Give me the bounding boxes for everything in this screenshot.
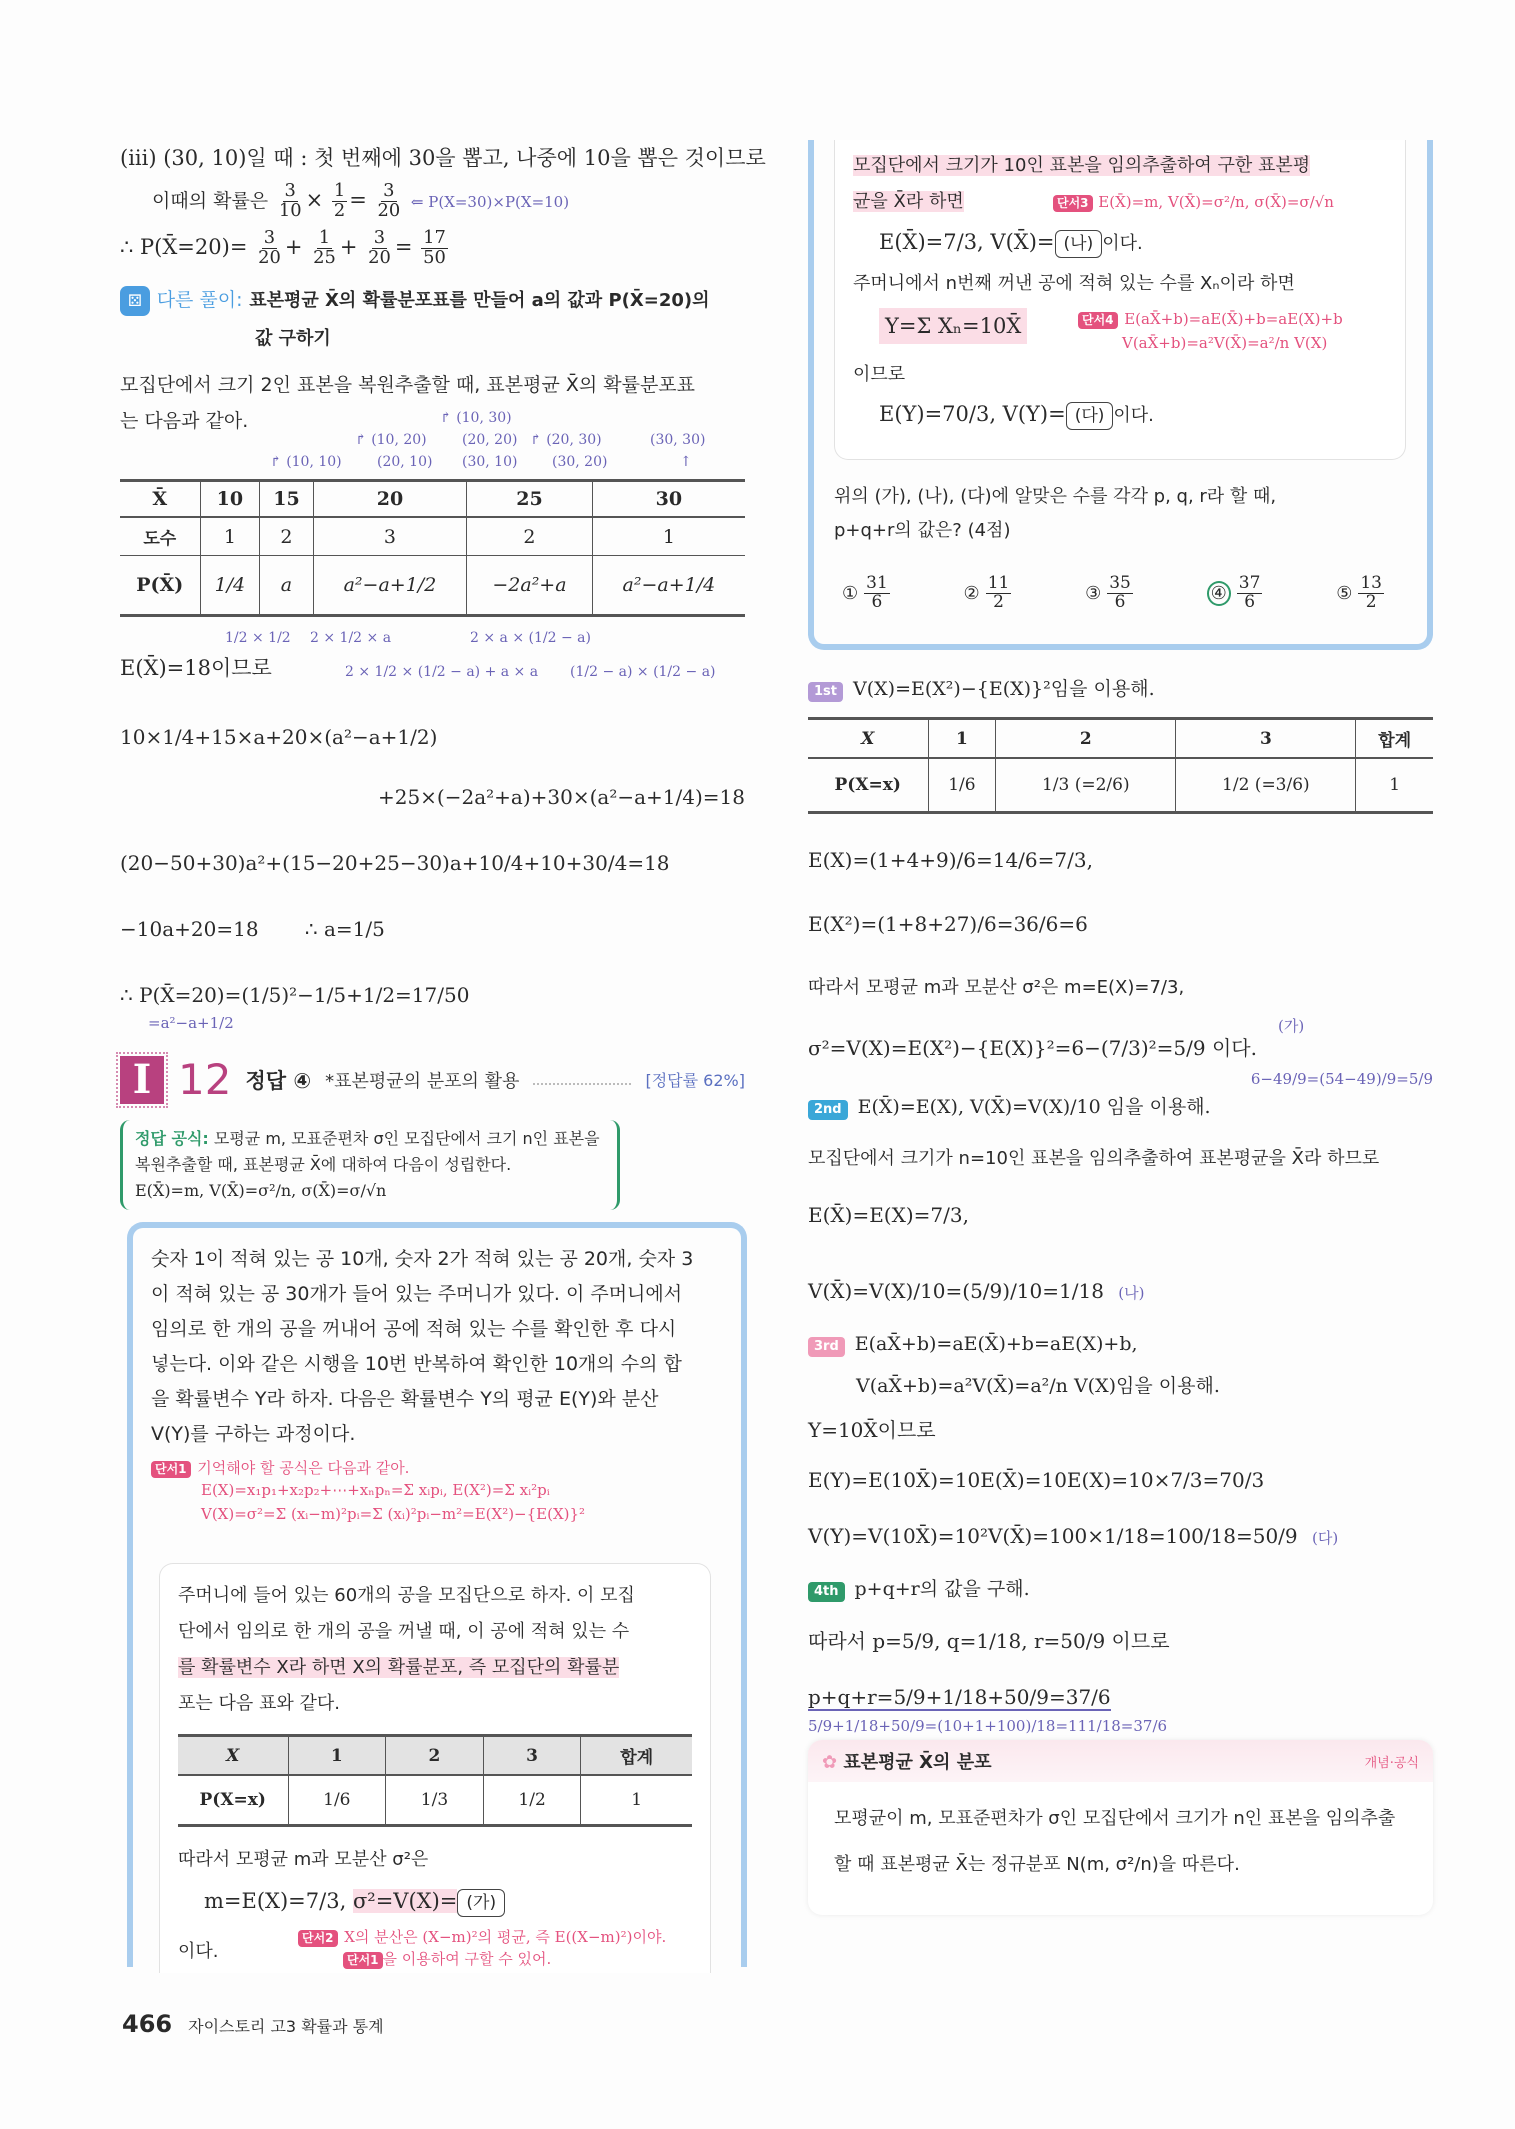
ga-label: (가) [1278,1016,1305,1035]
header-cell: 합계 [581,1736,692,1776]
xbar-mean-eq: E(X̄)=E(X)=7/3, [808,1202,969,1227]
blank-ga: (가) [457,1889,505,1917]
row-label: P(X̄) [120,556,200,616]
header-cell: 2 [386,1736,484,1776]
ida-row [178,1925,692,1971]
pair-annotation: ↱ (20, 30) (30, 20) [530,432,608,471]
note: 2 × 1/2 × (1/2 − a) + a × a [345,664,539,681]
solution-column [808,670,1433,1737]
formula-line-2: 복원추출할 때, 표본평균 X̄에 대하여 다음이 성립한다. [135,1155,512,1175]
frac: $\frac{3}{20}$ [258,227,281,268]
note: 1/2 × 1/2 [225,630,291,647]
cell: 2 [467,517,593,556]
hint-2 [298,1925,666,1969]
y-mean-var: E(Y)=70/3, V(Y)= [879,402,1066,426]
frac: $\frac{1}{2}$ [333,180,346,221]
cell: 1 [1356,758,1433,812]
step-2 [808,1088,1433,1125]
inner-line: 단에서 임의로 한 개의 공을 꺼낼 때, 이 공에 적혀 있는 수 [178,1621,630,1642]
side-calc: 6−49/9=(54−49)/9=5/9 [1250,1069,1433,1088]
alt-title: 표본평균 X̄의 확률분포표를 만들어 a의 값과 P(X̄=20)의 [249,290,710,312]
cell: 1/2 [483,1775,581,1825]
blank-na: (나) [1055,230,1103,258]
question-line: p+q+r의 값은? (4점) [834,520,1011,541]
row-label: P(X=x) [808,758,928,812]
sum-line [808,1679,1433,1715]
problem-line: 이 적혀 있는 공 30개가 들어 있는 주머니가 있다. 이 주머니에서 [151,1283,683,1305]
hint-tag: 단서1 [343,1952,383,1969]
sigma-equation: σ²=V(X)=E(X²)−{E(X)}²=6−(7/3)²=5/9 이다. [808,1035,1257,1060]
dice-icon: ⚄ [120,286,150,316]
section-letter-badge: I [120,1056,164,1104]
step-3-tag: 3rd [808,1337,845,1357]
table-row [178,1775,692,1825]
pqr-values: 따라서 p=5/9, q=1/18, r=50/9 이므로 [808,1628,1170,1653]
frac: $\frac{3}{10}$ [278,180,302,221]
problem-line: 임의로 한 개의 공을 꺼내어 공에 적혀 있는 수를 확인한 후 다시 [151,1318,677,1340]
frac: $\frac{3}{20}$ [368,227,391,268]
hint-tag: 단서4 [1078,312,1118,329]
step-1-tag: 1st [808,682,843,702]
cont-line: 균을 X̄라 하면 [853,191,964,212]
answer-label: 정답 ④ [245,1068,312,1093]
header-cell: 1 [928,719,996,759]
header-cell: 3 [1176,719,1356,759]
choice-2[interactable]: ② $\frac{11}{2}$ [963,573,1010,612]
inner-line: 주머니에 들어 있는 60개의 공을 모집단으로 하자. 이 모집 [178,1585,635,1606]
case-label: (iii) [120,146,157,170]
formula-title: 정답 공식: [135,1129,209,1149]
hint-text: E(aX̄+b)=aE(X̄)+b=aE(X)+b [1124,310,1343,328]
xbar-eq-line [853,224,1387,262]
table-row [808,758,1433,812]
step-1-text: V(X)=E(X²)−{E(X)}²임을 이용해. [853,678,1155,700]
row-label: P(X=x) [178,1775,288,1825]
step-4-tag: 4th [808,1582,845,1602]
pair-annotation: ↱ (10, 10) [270,454,342,471]
da-label: (다) [1312,1528,1339,1547]
step-3-text: E(aX̄+b)=aE(X̄)+b=aE(X)+b, [854,1332,1138,1355]
hint-tag: 단서1 [151,1461,191,1478]
ex2-equation: E(X²)=(1+8+27)/6=36/6=6 [808,911,1088,936]
inner-line: 포는 다음 표와 같다. [178,1693,340,1714]
blank-da: (다) [1066,402,1114,430]
suffix: 이다. [1102,233,1143,254]
cell: 1/6 [928,758,996,812]
header-cell: 25 [467,481,593,518]
sigma-line [808,1016,1433,1066]
concept-tag: 개념·공식 [1364,1755,1419,1771]
step-4-text: p+q+r의 값을 구해. [854,1577,1030,1600]
hint-text: V(aX̄+b)=a²V(X̄)=a²/n V(X) [1122,334,1328,352]
concept-line: 할 때 표본평균 X̄는 정규분포 N(m, σ²/n)을 따른다. [834,1854,1240,1875]
cell: 2 [260,517,314,556]
therefore-line: 따라서 모평균 m과 모분산 σ²은 m=E(X)=7/3, [808,976,1185,998]
prob-note: ⇐ P(X=30)×P(X=10) [410,193,570,211]
ey-equation: E(Y)=E(10X̄)=10E(X̄)=10E(X)=10×7/3=70/3 [808,1467,1265,1492]
x-distribution-table [178,1734,692,1827]
dotted-leader [533,1083,631,1085]
concept-line: 모평균이 m, 모표준편차가 σ인 모집단에서 크기가 n인 표본을 임의추출 [834,1808,1396,1829]
ida-text: 이다. [178,1940,219,1962]
header-cell: 20 [313,481,466,518]
sigma-equation: σ²=V(X)= [352,1888,458,1913]
problem-line: 숫자 1이 적혀 있는 공 10개, 숫자 2가 적혀 있는 공 20개, 숫자 3 [151,1248,694,1270]
header-cell: X [178,1736,288,1776]
prob-prefix: 이때의 확률은 [152,190,269,212]
frac: $\frac{17}{50}$ [423,227,446,268]
alt-label: 다른 풀이: [156,289,243,312]
header-cell: 1 [288,1736,386,1776]
equation-5-note: =a²−a+1/2 [148,1014,234,1033]
cell: a²−a+1/4 [592,556,745,616]
below-table-notes [120,621,745,701]
choice-5[interactable]: ⑤ $\frac{13}{2}$ [1336,573,1382,612]
concept-header [808,1740,1433,1782]
hint-tag: 단서3 [1053,195,1093,212]
header-cell: X [808,719,928,759]
cell: 3 [313,517,466,556]
question [834,480,1276,548]
cell: 1 [200,517,260,556]
pair-annotations [120,407,745,471]
cont-line: 모집단에서 크기가 10인 표본을 임의추출하여 구한 표본평 [853,155,1311,176]
page-number: 466 [122,2010,173,2038]
pair-annotation: ↱ (10, 30) (20, 20) (30, 10) [440,410,518,471]
vy-equation: V(Y)=V(10X̄)=10²V(X̄)=100×1/18=100/18=50/9 [808,1523,1298,1548]
problem-statement [151,1242,723,1452]
formula-line-1: 모평균 m, 모표준편차 σ인 모집단에서 크기 n인 표본을 [213,1129,600,1149]
intro-line-1: 모집단에서 크기 2인 표본을 복원추출할 때, 표본평균 X̄의 확률분포표 [120,374,696,397]
frac: $\frac{1}{25}$ [313,227,336,268]
hint-formula: E(X)=x₁p₁+x₂p₂+⋯+xₙpₙ=Σ xᵢpᵢ, E(X²)=Σ xᵢ²pᵢ [201,1481,550,1499]
hint-tag: 단서2 [298,1930,338,1947]
table-row [120,556,745,616]
xbar-var-eq: V(X̄)=V(X)/10=(5/9)/10=1/18 [808,1278,1104,1303]
mean-line: E(X̄)=18이므로 [120,656,272,681]
question-line: 위의 (가), (나), (다)에 알맞은 수를 각각 p, q, r라 할 때, [834,486,1277,507]
cont-text [853,148,1387,220]
left-column [120,140,766,1210]
header-cell: 15 [260,481,314,518]
equation-2: +25×(−2a²+a)+30×(a²−a+1/4)=18 [377,785,745,810]
step-1 [808,670,1433,707]
problem-line: V(Y)를 구하는 과정이다. [151,1423,356,1445]
formula-line-3: E(X̄)=m, V(X̄)=σ²/n, σ(X̄)=σ/√n [135,1181,387,1201]
equation-1: 10×1/4+15×a+20×(a²−a+1/2) [120,725,438,750]
concept-title: ✿ 표본평균 X̄의 분포 [822,1752,992,1773]
cell: 1 [581,1775,692,1825]
problem-number: 12 [178,1055,232,1105]
table-header-row [808,719,1433,759]
sum-equation: p+q+r=5/9+1/18+50/9=37/6 [808,1684,1111,1709]
alt-title-2: 값 구하기 [255,328,331,350]
concept-box [808,1740,1433,1915]
header-cell: 합계 [1356,719,1433,759]
m-sigma-line [178,1883,692,1919]
note: 2 × a × (1/2 − a) [470,630,591,647]
step-3 [808,1325,1433,1362]
na-label: (나) [1118,1283,1145,1302]
equation-5: ∴ P(X̄=20)=(1/5)²−1/5+1/2=17/50 [120,983,470,1008]
x-distribution-table-solution [808,717,1433,814]
table-row [120,517,745,556]
conclusion-prefix: ∴ P(X̄=20)= [120,234,248,259]
book-title: 자이스토리 고3 확률과 통계 [188,2017,384,2036]
problem-line: 넣는다. 이와 같은 시행을 10번 반복하여 확인한 10개의 수의 합 [151,1353,682,1375]
choice-3[interactable]: ③ $\frac{35}{6}$ [1085,573,1131,612]
choice-1[interactable]: ① $\frac{31}{6}$ [842,573,888,612]
case-iii-prob: 이때의 확률은 $\frac{3}{10}$ × $\frac{1}{2}$ = $\frac{3}{20}$ ⇐ P(X=30)×P(X=10) [152,180,570,221]
suffix: 이다. [1113,405,1154,426]
hint-1 [151,1454,723,1526]
formula-box [120,1120,620,1210]
case-iii-line [120,140,766,176]
section-header [120,1055,745,1104]
problem-line: 을 확률변수 Y라 하자. 다음은 확률변수 Y의 평균 E(Y)와 분산 [151,1388,659,1410]
header-cell: 3 [483,1736,581,1776]
cell: −2a²+a [467,556,593,616]
y-eq-row [853,302,1387,358]
conclusion-1: ∴ P(X̄=20)= $\frac{3}{20}$ + $\frac{1}{25}$ + $\frac{3}{20}$ = $\frac{17}{50}$ [120,227,446,268]
y-eq-line [853,396,1387,434]
eq4-left: −10a+20=18 [120,917,259,942]
inner-problem-box [159,1563,711,1973]
topic-label: *표본평균의 분포의 활용 [325,1070,520,1092]
table-header-row [120,481,745,518]
cont-line: 주머니에서 n번째 꺼낸 공에 적혀 있는 수를 Xₙ이라 하면 [853,273,1295,294]
step-2-tag: 2nd [808,1100,848,1120]
flower-icon: ✿ [822,1752,844,1773]
inner-text [178,1578,692,1722]
pair-annotation: ↱ (10, 20) (20, 10) [355,432,433,471]
xbar-distribution-table [120,479,745,617]
eq4-right: ∴ a=1/5 [304,917,385,942]
step-2-line: 모집단에서 크기가 n=10인 표본을 임의추출하여 표본평균을 X̄라 하므로 [808,1147,1380,1169]
cell: 1 [592,517,745,556]
answer-choices [834,575,1394,612]
cell: 1/6 [288,1775,386,1825]
cell: 1/3 (=2/6) [996,758,1176,812]
sum-note: 5/9+1/18+50/9=(10+1+100)/18=111/18=37/6 [808,1716,1168,1735]
hint-text: 을 이용하여 구할 수 있어. [382,1949,552,1968]
header-cell: X̄ [120,481,200,518]
table-header-row [178,1736,692,1776]
hint-4 [1078,306,1343,354]
inner-problem-box-continued [834,140,1406,460]
choice-4-selected[interactable]: ④ $\frac{37}{6}$ [1207,575,1265,612]
correct-rate: [정답률 62%] [645,1071,745,1091]
page-footer [122,2010,384,2038]
concept-body [808,1782,1433,1902]
step-4 [808,1570,1433,1607]
step-2-text: E(X̄)=E(X), V(X̄)=V(X)/10 임을 이용해. [857,1095,1211,1118]
case-text: (30, 10)일 때 : 첫 번째에 30을 뽑고, 나중에 10을 뽑은 것이므로 [163,146,766,170]
hint-text: E(X̄)=m, V(X̄)=σ²/n, σ(X̄)=σ/√n [1098,193,1334,211]
cell: a [260,556,314,616]
frac: $\frac{3}{20}$ [377,180,401,221]
row-label: 도수 [120,517,200,556]
cell: 1/3 [386,1775,484,1825]
hint-formula: V(X)=σ²=Σ (xᵢ−m)²pᵢ=Σ (xᵢ)²pᵢ−m²=E(X²)−{E(X)}² [201,1505,586,1523]
cell: 1/2 (=3/6) [1176,758,1356,812]
vy-line [808,1518,1433,1556]
m-equation: m=E(X)=7/3, [204,1888,347,1913]
inner-line: 를 확률변수 X라 하면 X의 확률분포, 즉 모집단의 확률분 [178,1657,620,1678]
ex-equation: E(X)=(1+4+9)/6=14/6=7/3, [808,847,1093,872]
note: 2 × 1/2 × a [310,630,392,647]
intro-line-2: 는 다음과 같아. [120,410,249,433]
cell: 1/4 [200,556,260,616]
equation-3: (20−50+30)a²+(15−20+25−30)a+10/4+10+30/4=18 [120,851,670,876]
y-line: Y=10X̄이므로 [808,1417,936,1442]
problem-box [127,1222,747,1967]
pair-annotation: (30, 30) ↑ [650,432,706,471]
xbar-var-line [808,1273,1433,1311]
header-cell: 2 [996,719,1176,759]
step-3-text-2: V(aX̄+b)=a²V(X̄)=a²/n V(X)임을 이용해. [856,1374,1220,1397]
imuro: 이므로 [853,364,906,385]
alt-solution [120,281,745,357]
xbar-eq: E(X̄)=7/3, V(X̄)= [879,230,1055,254]
problem-box-continued [808,140,1433,650]
hint-text: X의 분산은 (X−m)²의 평균, 즉 E((X−m)²)이야. [344,1927,667,1946]
after-table-text: 따라서 모평균 m과 모분산 σ²은 [178,1848,429,1870]
header-cell: 10 [200,481,260,518]
cell: a²−a+1/2 [313,556,466,616]
y-equation: Y=Σ Xₙ=10X̄ [879,308,1027,344]
hint-text: 기억해야 할 공식은 다음과 같아. [197,1459,410,1477]
header-cell: 30 [592,481,745,518]
note: (1/2 − a) × (1/2 − a) [570,664,716,681]
equation-4 [120,911,745,947]
